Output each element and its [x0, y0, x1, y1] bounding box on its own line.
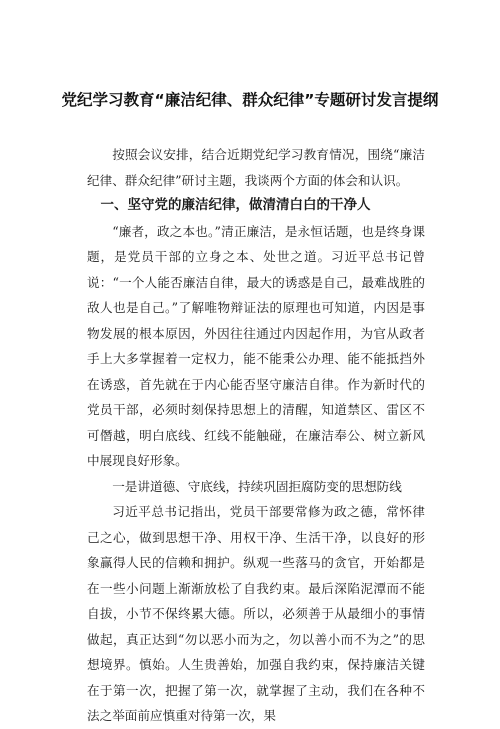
body-paragraph: 习近平总书记指出，党员干部要常修为政之德，常怀律己之心，做到思想干净、用权干净、生活干净，以良好的形象赢得人民的信赖和拥护。纵观一些落马的贪官，开始都是在一些小问题上渐渐放松了自我约束。最后深陷泥潭而不能自拔，小节不保终累大德。所以，必须善于从最细小的事情做起，真正达到“勿以恶小而为之，勿以善小而不为之”的思想境界。慎始。人生贵善始，加强自我约束，保持廉洁关键在于第一次，把握了第一次，就掌握了主动，我们在各种不法之举面前应慎重对待第一次，果 [87, 504, 425, 723]
document-body [87, 142, 425, 729]
section-heading: 一、坚守党的廉洁纪律，做清清白白的干净人 [100, 197, 371, 213]
subsection-heading: 一是讲道德、守底线，持续巩固拒腐防变的思想防线 [112, 478, 402, 494]
document-title: 党纪学习教育“廉洁纪律、群众纪律”专题研讨发言提纲 [61, 91, 439, 109]
body-paragraph: “廉者，政之本也。”清正廉洁，是永恒话题，也是终身课题，是党员干部的立身之本、处世之道。习近平总书记曾说：“一个人能否廉洁自律，最大的诱惑是自己，最难战胜的敌人也是自己。”了解唯物辩证法的原理也可知道，内因是事物发展的根本原因，外因往往通过内因起作用，为官从政者手上大多掌握着一定权力，能不能秉公办理、能不能抵挡外在诱惑，首先就在于内心能否坚守廉洁自律。作为新时代的党员干部，必须时刻保持思想上的清醒，知道禁区、雷区不可僭越，明白底线、红线不能触碰，在廉洁奉公、树立新风中展现良好形象。 [87, 223, 425, 468]
intro-paragraph: 按照会议安排，结合近期党纪学习教育情况，围绕“廉洁纪律、群众纪律”研讨主题，我谈两个方面的体会和认识。 [87, 147, 425, 188]
